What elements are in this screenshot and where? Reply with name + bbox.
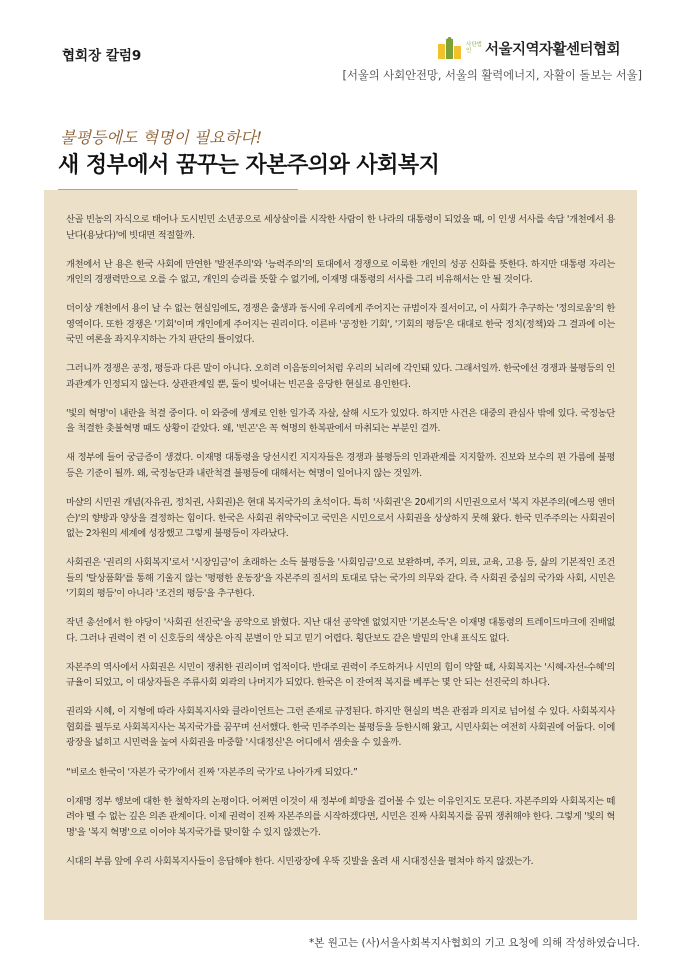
footnote: *본 원고는 (사)서울사회복지사협회의 기고 요청에 의해 작성하였습니다. <box>309 937 640 949</box>
seoul-self-sufficiency-logo-icon <box>436 37 462 59</box>
article-paragraph: 작년 총선에서 한 야당이 '사회권 선진국'을 공약으로 밝혔다. 지난 대선 공약엔 없었지만 '기본소득'은 이재명 대통령의 트레이드마크에 진배없다. 그러나 권력이 켠 이 신호등의 색상은 아직 분별이 안 되고 믿기 어렵다. 횡단보도 같은 발밑의 안내 표식도 없다. <box>66 617 615 644</box>
article-paragraph: '빛의 혁명'이 내란을 척결 중이다. 이 와중에 생계로 인한 일가족 자살, 살해 시도가 있었다. 하지만 사건은 대중의 관심사 밖에 있다. 국정농단을 척결한 촛불혁명 때도 상황이 같았다. 왜, '빈곤'은 꼭 혁명의 한복판에서 마취되는 부분인 걸까. <box>66 407 615 435</box>
slogan: [서울의 사회안전망, 서울의 활력에너지, 자활이 돌보는 서울] <box>342 69 642 82</box>
article-paragraph: 산골 빈농의 자식으로 태어나 도시빈민 소년공으로 세상살이를 시작한 사람이 한 나라의 대통령이 되었을 때, 이 인생 서사를 속담 '개천에서 용난다(용났다)'에 빗대면 적절할까. <box>66 214 615 241</box>
association-logo <box>436 36 646 60</box>
article-paragraph: 새 정부에 들어 궁금증이 생겼다. 이재명 대통령을 당선시킨 지지자들은 경쟁과 불평등의 인과관계를 지지할까. 진보와 보수의 편 가름에 불평등은 기준이 될까. 왜, 국정농단과 내란척결 불평등에 대해서는 혁명이 일어나지 않는 것일까. <box>66 452 615 479</box>
article-quote: “비로소 한국이 '자본가 국가'에서 진짜 '자본주의 국가'로 나아가게 되었다.” <box>66 766 358 778</box>
article-paragraph: 이재명 정부 행보에 대한 한 철학자의 논평이다. 어쩌면 이것이 새 정부에 희망을 걸어볼 수 있는 이유인지도 모른다. 자본주의와 사회복지는 떼려야 뗄 수 없는 깊은 의존 관계이다. 이제 권력이 진짜 자본주의를 시작하겠다면, 시민은 진짜 사회복지를 꿈꿔 쟁취해야 한다. 그렇게 '빛의 혁명'을 '복지 혁명'으로 이어야 복지국가를 맞이할 수 있지 않겠는가. <box>66 795 615 838</box>
article-paragraph: 시대의 부름 앞에 우리 사회복지사들이 응답해야 한다. 시민광장에 우뚝 깃발을 올려 새 시대정신을 펼쳐야 하지 않겠는가. <box>66 855 534 867</box>
logo-text: 서울지역자활센터협회 <box>485 41 621 58</box>
article-subtitle: 불평등에도 혁명이 필요하다! <box>60 128 263 147</box>
article-paragraph: 자본주의 역사에서 사회권은 시민이 쟁취한 권리이며 업적이다. 반대로 권력이 주도하거나 시민의 힘이 약할 때, 사회복지는 '시혜-자선-수혜'의 규율이 되었고, 이 대상자들은 주류사회 외곽의 나머지가 되었다. 한국은 이 잔여적 복지를 베푸는 몇 안 되는 선진국의 하나다. <box>66 661 615 689</box>
article-paragraph: 그러니까 경쟁은 공정, 평등과 다른 말이 아니다. 오히려 이음동의어처럼 우리의 뇌리에 각인돼 있다. 그래서일까. 한국에선 경쟁과 불평등의 인과관계가 인정되지 않는다. 상관관계일 뿐, 둘이 빚어내는 빈곤을 응당한 현실로 용인한다. <box>66 363 615 390</box>
column-label: 협회장 칼럼9 <box>62 48 142 64</box>
article-body <box>44 190 637 920</box>
article-paragraph: 사회권은 '권리의 사회복지'로서 '시장임금'이 초래하는 소득 불평등을 '사회임금'으로 보완하며, 주거, 의료, 교육, 고용 등, 삶의 기본적인 조건들의 '탈상품화'를 통해 기울지 않는 '평평한 운동장'을 자본주의 질서의 토대로 닦는 국가의 의무와 같다. 즉 사회권 중심의 국가와 사회, 시민은 '기회의 평등'이 아니라 '조건의 평등'을 추구한다. <box>66 557 615 600</box>
article-paragraph: 권리와 시혜, 이 지형에 따라 사회복지사와 클라이언트는 그런 존재로 규정된다. 하지만 현실의 벽은 관점과 의지로 넘어설 수 있다. 사회복지사협회를 필두로 사회복지사는 복지국가를 꿈꾸며 선서했다. 한국 민주주의는 불평등을 등한시해 왔고, 시민사회는 여전히 사회권에 어둡다. 이에 광장을 넓히고 시민력을 높여 사회권을 마중할 '시대정신'은 어디에서 샘솟을 수 있을까. <box>66 706 615 749</box>
logo-small-text: 사단법인 <box>466 42 482 54</box>
article-paragraph: 마샬의 시민권 개념(자유권, 정치권, 사회권)은 현대 복지국가의 초석이다. 특히 '사회권'은 20세기의 시민권으로서 '복지 자본주의(에스핑 앤더슨)'의 향방과 양상을 결정하는 힘이다. 한국은 사회권 취약국이고 국민은 시민으로서 사회권을 상상하지 못해 왔다. 한국 민주주의는 사회권이 없는 2차원의 세계에 성장했고 그렇게 불평등이 자라났다. <box>66 497 615 540</box>
article-title: 새 정부에서 꿈꾸는 자본주의와 사회복지 <box>58 153 440 178</box>
article-paragraph: 개천에서 난 용은 한국 사회에 만연한 '발전주의'와 '능력주의'의 토대에서 경쟁으로 이룩한 개인의 성공 신화를 뜻한다. 하지만 대통령 자리는 개인의 경쟁력만으로 오를 수 없고, 개인의 승리를 뜻할 수 없기에, 이재명 대통령의 서사를 그리 비유해서는 안 될 것이다. <box>66 258 615 286</box>
article-paragraph: 더이상 개천에서 용이 날 수 없는 현실임에도, 경쟁은 출생과 동시에 우리에게 주어지는 규범이자 질서이고, 이 사회가 추구하는 '정의로움'의 한 영역이다. 또한 경쟁은 '기회'이며 개인에게 주어지는 권리이다. 이른바 '공정한 기회', '기회의 평등'은 대대로 한국 정치(정책)와 그 결과에 이는 국민 여론을 좌지우지하는 가치 판단의 틀이었다. <box>66 303 615 346</box>
